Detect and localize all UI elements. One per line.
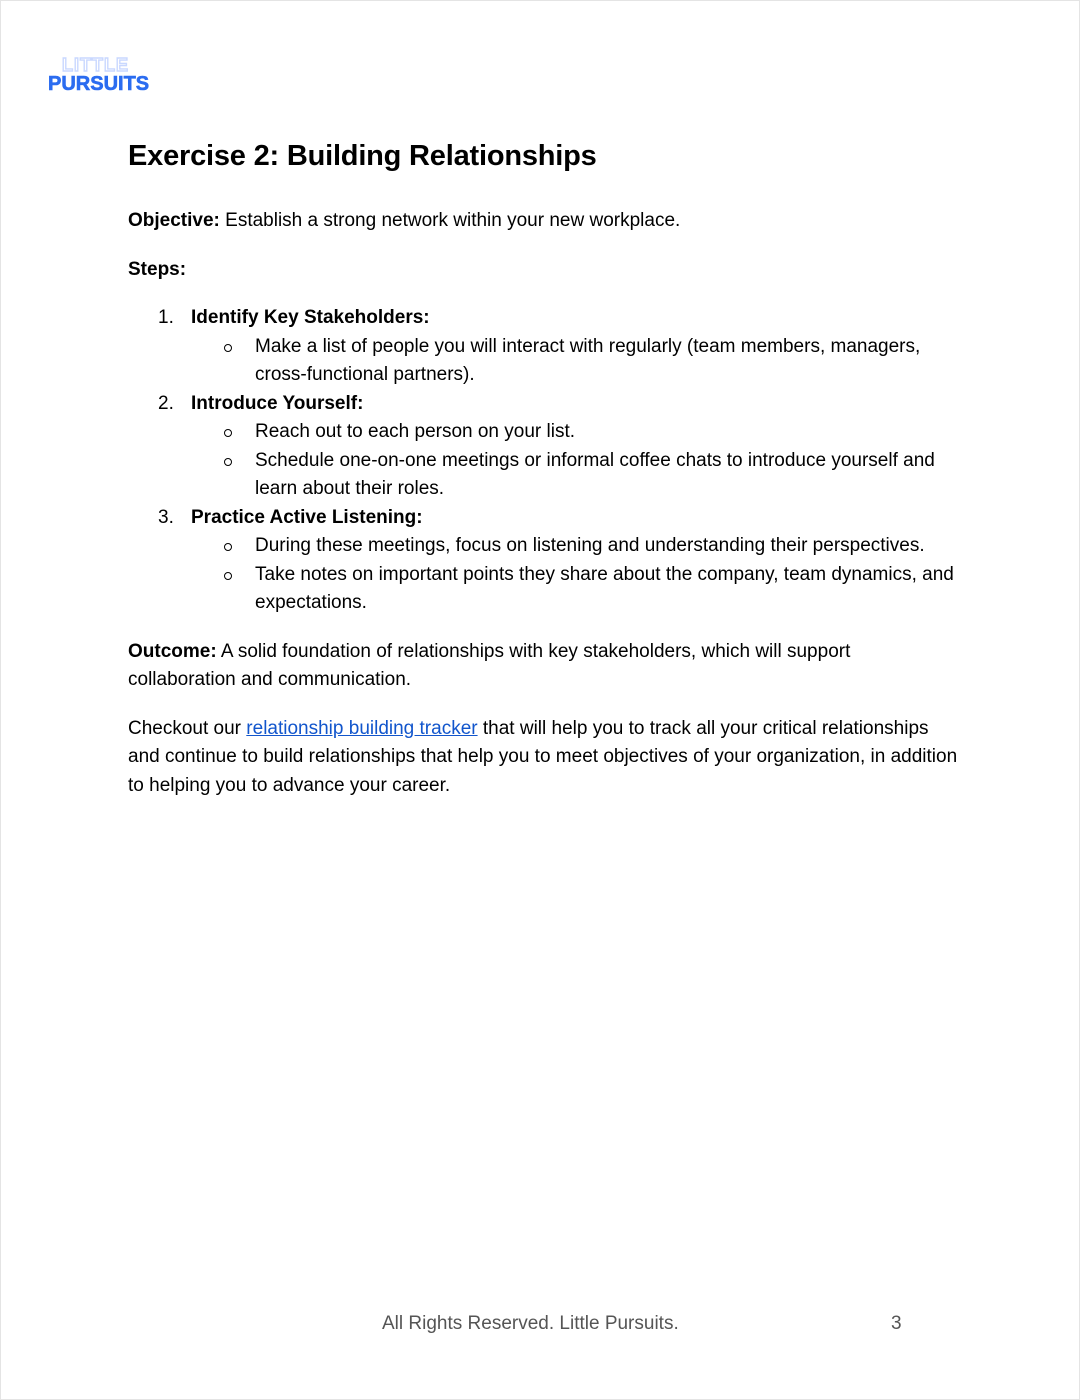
step-title: Practice Active Listening: [191, 506, 423, 528]
step-number: 1. [158, 307, 174, 328]
sub-list-item [191, 333, 958, 390]
logo-line1: LITTLE [62, 55, 129, 75]
step-sub-list [191, 532, 958, 618]
step-sub-list [191, 418, 958, 504]
checkout-suffix: that will help you to track all your critical relationships and continue to build relationships that help you to meet objectives of your organization, in addition to helping you to advance your career. [128, 717, 958, 796]
little-pursuits-logo [48, 53, 178, 95]
steps-list [128, 304, 958, 618]
footer-copyright: All Rights Reserved. Little Pursuits. [382, 1313, 679, 1334]
hollow-bullet-icon [224, 572, 232, 580]
objective-paragraph [128, 207, 958, 236]
step-sub-list [191, 333, 958, 390]
main-content [128, 135, 958, 800]
step-title: Identify Key Stakeholders: [191, 307, 430, 328]
objective-label: Objective: [128, 210, 220, 231]
steps-heading [128, 256, 958, 285]
step-item [128, 390, 958, 504]
objective-text: Establish a strong network within your new workplace. [219, 210, 681, 231]
sub-list-item [191, 447, 958, 504]
sub-list-item [191, 561, 958, 618]
sub-list-item [191, 418, 958, 447]
relationship-tracker-link[interactable]: relationship building tracker [246, 717, 478, 739]
sub-item-text: Schedule one-on-one meetings or informal coffee chats to introduce yourself and learn about their roles. [255, 449, 935, 499]
sub-item-text: Reach out to each person on your list. [255, 421, 576, 442]
sub-item-text: Take notes on important points they share about the company, team dynamics, and expectations. [255, 563, 954, 613]
step-number: 2. [158, 392, 174, 414]
outcome-paragraph [128, 638, 958, 695]
sub-item-text: Make a list of people you will interact with regularly (team members, managers, cross-functional partners). [255, 335, 921, 385]
step-item [128, 304, 958, 390]
checkout-paragraph [128, 715, 958, 801]
step-title: Introduce Yourself: [191, 392, 364, 414]
logo-line2: PURSUITS [48, 73, 150, 95]
hollow-bullet-icon [224, 344, 232, 352]
page-title: Exercise 2: Building Relationships [128, 140, 597, 172]
hollow-bullet-icon [224, 543, 232, 551]
outcome-label: Outcome: [128, 640, 217, 662]
steps-heading-label: Steps: [128, 258, 187, 280]
outcome-text: A solid foundation of relationships with key stakeholders, which will support collaboration and communication. [128, 640, 851, 690]
hollow-bullet-icon [224, 458, 232, 466]
checkout-prefix: Checkout our [128, 717, 247, 739]
sub-item-text: During these meetings, focus on listening and understanding their perspectives. [255, 535, 925, 556]
sub-list-item [191, 532, 958, 561]
footer-page-number: 3 [891, 1313, 902, 1334]
step-number: 3. [158, 506, 174, 528]
hollow-bullet-icon [224, 429, 232, 437]
step-item [128, 504, 958, 618]
